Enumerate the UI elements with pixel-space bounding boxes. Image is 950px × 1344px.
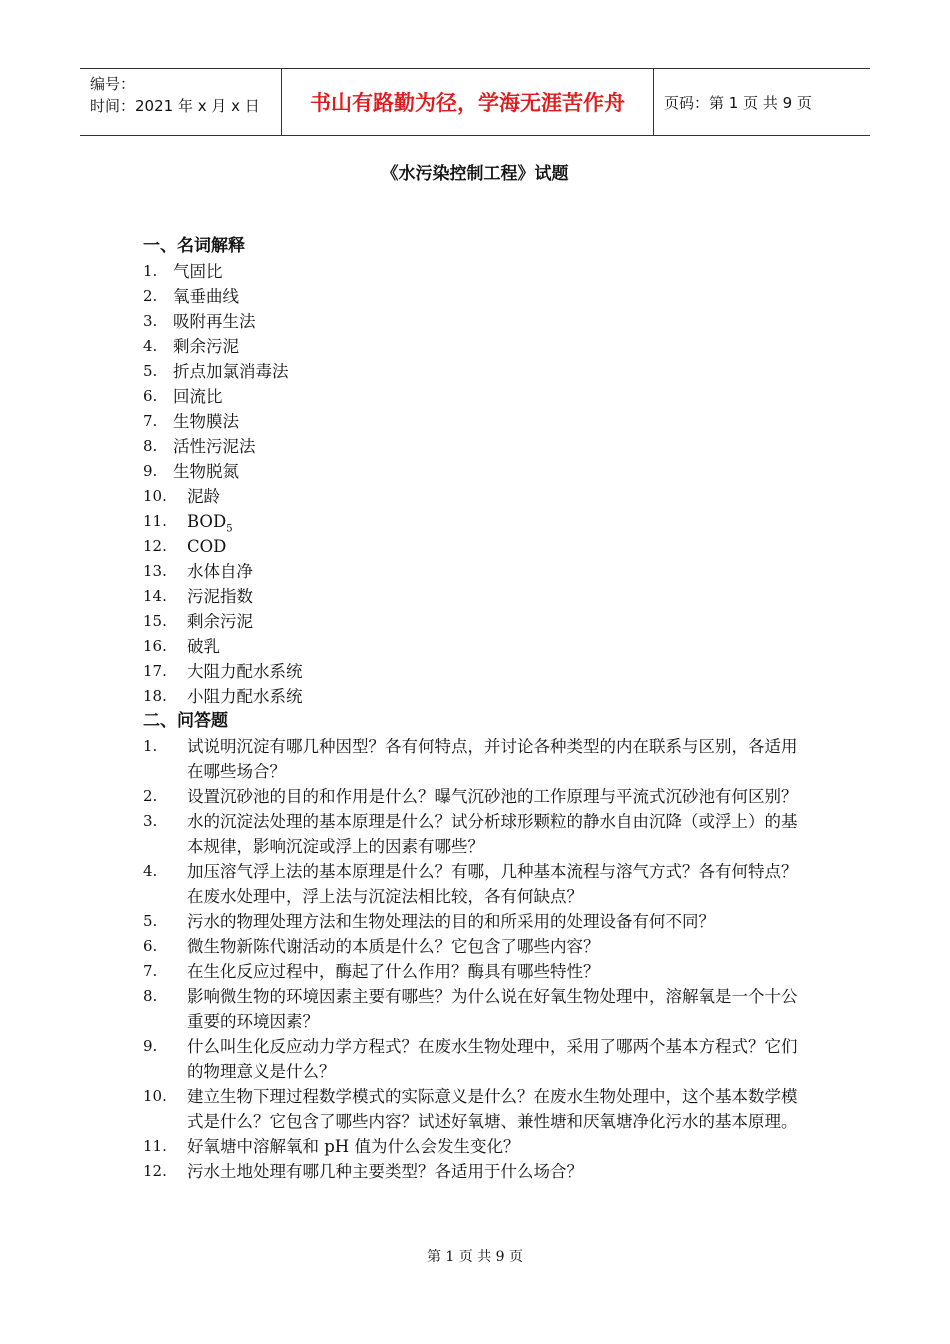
term-main: 活性污泥法 bbox=[173, 437, 256, 456]
term-number: 15. bbox=[143, 612, 167, 630]
term-text bbox=[187, 484, 220, 509]
term-item bbox=[143, 334, 813, 359]
term-item bbox=[143, 384, 813, 409]
term-item bbox=[143, 684, 813, 709]
question-text: 在生化反应过程中，酶起了什么作用？酶具有哪些特性？ bbox=[187, 962, 600, 981]
question-item bbox=[143, 809, 813, 859]
question-number: 8. bbox=[143, 987, 158, 1005]
question-number: 12. bbox=[143, 1162, 167, 1180]
question-item bbox=[143, 1034, 813, 1084]
question-number: 3. bbox=[143, 812, 158, 830]
term-main: 吸附再生法 bbox=[173, 312, 256, 331]
number-label: 编号： bbox=[90, 75, 136, 93]
question-text: 加压溶气浮上法的基本原理是什么？有哪，几种基本流程与溶气方式？各有何特点？在废水处理中，浮上法与沉淀法相比较，各有何缺点？ bbox=[187, 862, 798, 906]
term-item bbox=[143, 584, 813, 609]
document-body bbox=[143, 234, 813, 1184]
term-main: 剩余污泥 bbox=[173, 337, 239, 356]
term-item bbox=[143, 484, 813, 509]
term-number: 3. bbox=[143, 312, 158, 330]
term-main: 污泥指数 bbox=[187, 587, 253, 606]
term-text bbox=[173, 334, 239, 359]
term-text bbox=[173, 284, 239, 309]
question-item bbox=[143, 959, 813, 984]
term-number: 9. bbox=[143, 462, 158, 480]
term-item bbox=[143, 459, 813, 484]
term-item bbox=[143, 509, 813, 534]
question-text: 微生物新陈代谢活动的本质是什么？它包含了哪些内容？ bbox=[187, 937, 600, 956]
term-text bbox=[187, 534, 226, 559]
term-main: 折点加氯消毒法 bbox=[173, 362, 289, 381]
question-text: 什么叫生化反应动力学方程式？在废水生物处理中，采用了哪两个基本方程式？它们的物理意义是什么？ bbox=[187, 1037, 798, 1081]
question-number: 2. bbox=[143, 787, 158, 805]
question-item bbox=[143, 1159, 813, 1184]
question-text: 污水土地处理有哪几种主要类型？各适用于什么场合？ bbox=[187, 1162, 583, 1181]
term-main: COD bbox=[187, 537, 227, 556]
question-number: 7. bbox=[143, 962, 158, 980]
question-number: 5. bbox=[143, 912, 158, 930]
term-main: 泥龄 bbox=[187, 487, 220, 506]
question-item bbox=[143, 934, 813, 959]
term-item bbox=[143, 409, 813, 434]
term-number: 10. bbox=[143, 487, 167, 505]
term-item bbox=[143, 434, 813, 459]
term-number: 6. bbox=[143, 387, 158, 405]
header-page-code: 页码：第 1 页 共 9 页 bbox=[664, 93, 812, 112]
question-text: 水的沉淀法处理的基本原理是什么？试分析球形颗粒的静水自由沉降（或浮上）的基本规律，影响沉淀或浮上的因素有哪些？ bbox=[187, 812, 798, 856]
term-number: 2. bbox=[143, 287, 158, 305]
term-text bbox=[187, 509, 233, 534]
term-text bbox=[187, 559, 253, 584]
question-item bbox=[143, 909, 813, 934]
term-number: 11. bbox=[143, 512, 167, 530]
term-text bbox=[173, 309, 256, 334]
term-number: 5. bbox=[143, 362, 158, 380]
question-text: 影响微生物的环境因素主要有哪些？为什么说在好氧生物处理中，溶解氧是一个十公重要的环境因素？ bbox=[187, 987, 798, 1031]
question-text: 设置沉砂池的目的和作用是什么？曝气沉砂池的工作原理与平流式沉砂池有何区别？ bbox=[187, 787, 798, 806]
term-number: 8. bbox=[143, 437, 158, 455]
term-text bbox=[187, 634, 220, 659]
term-item bbox=[143, 609, 813, 634]
term-text bbox=[187, 659, 303, 684]
question-number: 1. bbox=[143, 737, 158, 755]
question-item bbox=[143, 1134, 813, 1159]
term-text bbox=[173, 459, 239, 484]
term-item bbox=[143, 659, 813, 684]
question-item bbox=[143, 984, 813, 1034]
term-main: BOD bbox=[187, 512, 227, 531]
question-text: 污水的物理处理方法和生物处理法的目的和所采用的处理设备有何不同？ bbox=[187, 912, 715, 931]
page-header bbox=[80, 68, 870, 136]
term-main: 小阻力配水系统 bbox=[187, 687, 303, 706]
term-number: 12. bbox=[143, 537, 167, 555]
question-number: 11. bbox=[143, 1137, 167, 1155]
term-text bbox=[187, 684, 303, 709]
page-footer: 第 1 页 共 9 页 bbox=[426, 1249, 524, 1265]
terms-list bbox=[143, 259, 813, 709]
term-number: 4. bbox=[143, 337, 158, 355]
term-text bbox=[173, 259, 223, 284]
question-text: 试说明沉淀有哪几种因型？各有何特点，并讨论各种类型的内在联系与区别，各适用在哪些场合？ bbox=[187, 737, 798, 781]
questions-list bbox=[143, 734, 813, 1184]
term-text bbox=[187, 584, 253, 609]
question-item bbox=[143, 784, 813, 809]
question-item bbox=[143, 859, 813, 909]
question-item bbox=[143, 734, 813, 784]
term-number: 1. bbox=[143, 262, 158, 280]
section-heading-terms: 一、名词解释 bbox=[143, 236, 245, 256]
term-main: 生物膜法 bbox=[173, 412, 239, 431]
term-text bbox=[173, 409, 239, 434]
term-number: 7. bbox=[143, 412, 158, 430]
term-main: 剩余污泥 bbox=[187, 612, 253, 631]
header-meta bbox=[80, 69, 281, 135]
term-number: 18. bbox=[143, 687, 167, 705]
term-item bbox=[143, 259, 813, 284]
term-text bbox=[173, 384, 223, 409]
term-main: 水体自净 bbox=[187, 562, 253, 581]
term-number: 16. bbox=[143, 637, 167, 655]
term-text bbox=[173, 434, 256, 459]
term-main: 大阻力配水系统 bbox=[187, 662, 303, 681]
term-main: 氧垂曲线 bbox=[173, 287, 239, 306]
header-motto: 书山有路勤为径，学海无涯苦作舟 bbox=[281, 69, 654, 135]
term-item bbox=[143, 284, 813, 309]
document-title: 《水污染控制工程》试题 bbox=[381, 164, 569, 184]
term-number: 17. bbox=[143, 662, 167, 680]
term-item bbox=[143, 309, 813, 334]
term-main: 破乳 bbox=[187, 637, 220, 656]
question-text: 建立生物下理过程数学模式的实际意义是什么？在废水生物处理中，这个基本数学模式是什么？它包含了哪些内容？试述好氧塘、兼性塘和厌氧塘净化污水的基本原理。 bbox=[187, 1087, 798, 1131]
term-main: 生物脱氮 bbox=[173, 462, 239, 481]
question-number: 9. bbox=[143, 1037, 158, 1055]
question-item bbox=[143, 1084, 813, 1134]
question-text: 好氧塘中溶解氧和 pH 值为什么会发生变化？ bbox=[187, 1137, 520, 1156]
term-number: 13. bbox=[143, 562, 167, 580]
term-text bbox=[173, 359, 289, 384]
question-number: 4. bbox=[143, 862, 158, 880]
term-item bbox=[143, 534, 813, 559]
term-text bbox=[187, 609, 253, 634]
term-number: 14. bbox=[143, 587, 167, 605]
question-number: 10. bbox=[143, 1087, 167, 1105]
term-main: 回流比 bbox=[173, 387, 223, 406]
term-item bbox=[143, 359, 813, 384]
term-item bbox=[143, 559, 813, 584]
term-item bbox=[143, 634, 813, 659]
date-label: 时间：2021 年 x 月 x 日 bbox=[90, 97, 260, 115]
section-heading-questions: 二、问答题 bbox=[143, 711, 228, 731]
term-subscript: 5 bbox=[226, 523, 233, 535]
question-number: 6. bbox=[143, 937, 158, 955]
term-main: 气固比 bbox=[173, 262, 223, 281]
